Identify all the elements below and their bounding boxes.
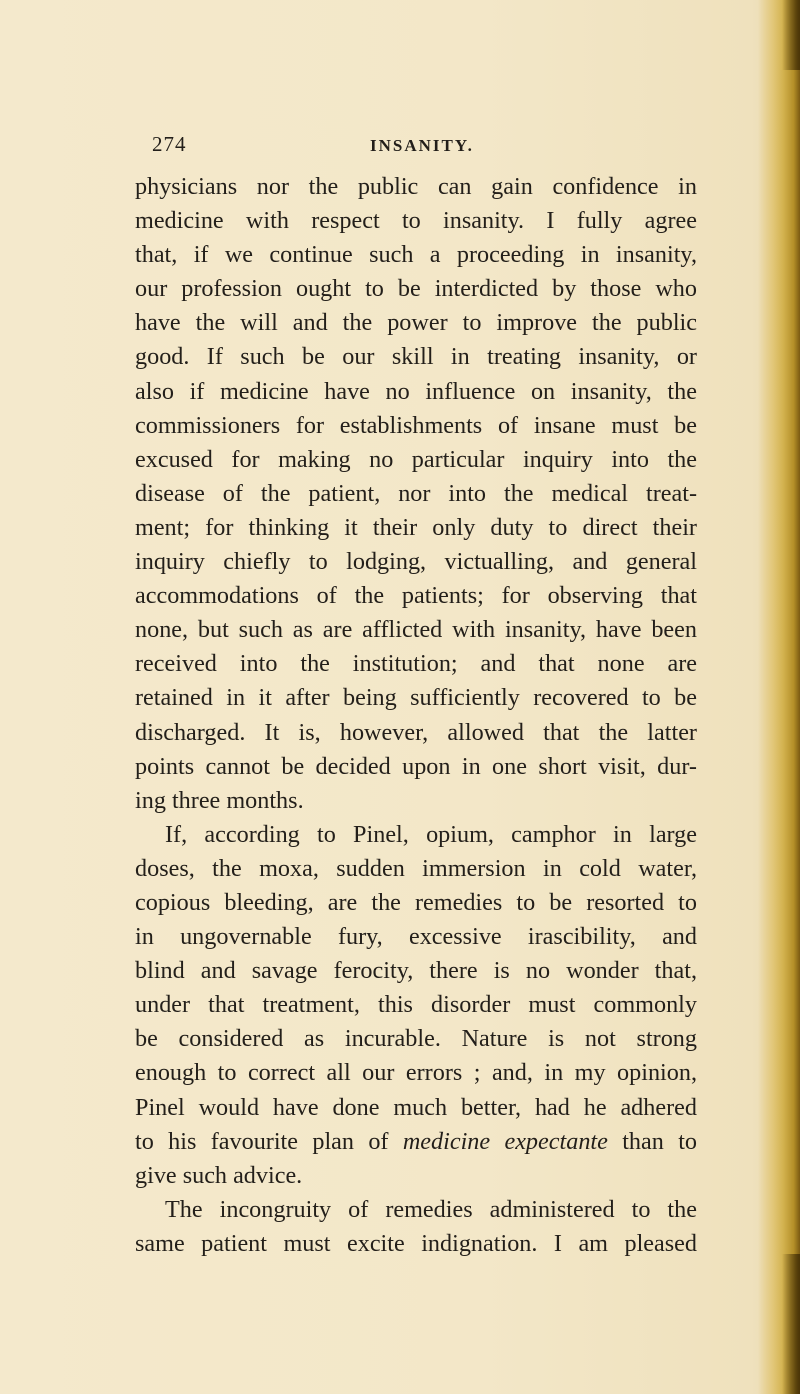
running-title: INSANITY. xyxy=(370,136,474,155)
text-line: under that treatment, this disorder must commonly xyxy=(135,991,697,1019)
text-line: ing three months. xyxy=(135,786,304,814)
italic-term: medicine expectante xyxy=(402,1127,608,1155)
text-line: If, according to Pinel, opium, camphor in large xyxy=(165,820,697,848)
text-line: enough to correct all our errors ; and, in my opinion, xyxy=(135,1059,697,1087)
text-line: doses, the moxa, sudden immersion in cold water, xyxy=(135,854,697,882)
text-line: be considered as incurable. Nature is not strong xyxy=(135,1025,697,1053)
text-line: physicians nor the public can gain confidence in xyxy=(135,173,697,200)
text-line: our profession ought to be interdicted by those who xyxy=(135,275,697,303)
text-line: ment; for thinking it their only duty to direct their xyxy=(135,513,697,541)
text-line: that, if we continue such a proceeding in insanity, xyxy=(135,241,697,269)
text-line: accommodations of the patients; for observing that xyxy=(135,582,697,610)
text-line: medicine with respect to insanity. I fully agree xyxy=(135,207,697,235)
text-line: excused for making no particular inquiry into the xyxy=(135,445,697,473)
text-fragment: to his favourite plan of xyxy=(135,1127,403,1155)
text-line: have the will and the power to improve the public xyxy=(135,309,697,337)
text-line: The incongruity of remedies administered to the xyxy=(165,1195,697,1223)
text-line: also if medicine have no influence on insanity, the xyxy=(135,377,697,405)
text-line: disease of the patient, nor into the medical treat- xyxy=(135,479,697,507)
text-line: points cannot be decided upon in one short visit, dur- xyxy=(135,752,697,780)
page-edge-dark-bottom xyxy=(782,1254,800,1394)
text-line: discharged. It is, however, allowed that the latter xyxy=(135,718,697,746)
text-line: inquiry chiefly to lodging, victualling, and general xyxy=(135,548,697,576)
text-line: good. If such be our skill in treating insanity, or xyxy=(135,343,697,371)
text-line: retained in it after being sufficiently recovered to be xyxy=(135,684,697,712)
text-line: same patient must excite indignation. I am pleased xyxy=(135,1229,697,1257)
text-line: blind and savage ferocity, there is no wonder that, xyxy=(135,957,697,985)
text-line: none, but such as are afflicted with insanity, have been xyxy=(135,616,697,644)
text-line-with-italic xyxy=(135,1125,697,1159)
text-line: copious bleeding, are the remedies to be resorted to xyxy=(135,888,697,916)
text-line: in ungovernable fury, excessive irascibility, and xyxy=(135,923,697,951)
body-text xyxy=(135,170,697,1261)
text-fragment: than to xyxy=(607,1127,698,1155)
page-number: 274 xyxy=(152,132,187,156)
page-edge-dark-top xyxy=(782,0,800,70)
text-line: received into the institution; and that none are xyxy=(135,650,697,678)
page-edge-shadow xyxy=(758,0,800,1394)
text-line: Pinel would have done much better, had he adhered xyxy=(135,1093,697,1121)
text-line: commissioners for establishments of insane must be xyxy=(135,411,697,439)
page-header xyxy=(152,132,712,166)
text-line: give such advice. xyxy=(135,1161,303,1189)
